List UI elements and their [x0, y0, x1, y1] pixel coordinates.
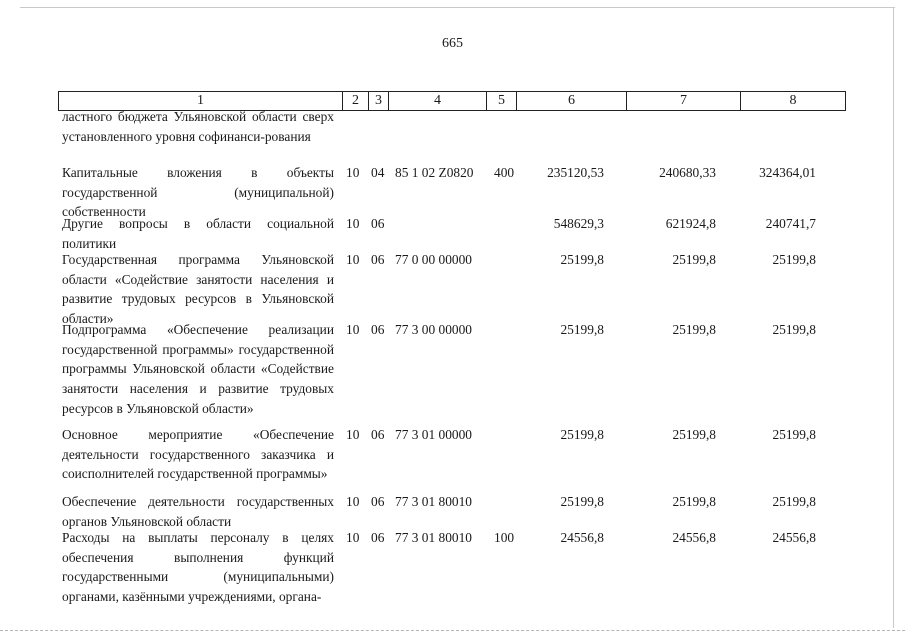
cell-amount-2: 25199,8: [672, 494, 716, 509]
cell-amount-2: 25199,8: [672, 252, 716, 267]
scan-bottom-edge: [0, 630, 905, 631]
page-number: 665: [442, 36, 463, 51]
cell-csr: 77 3 01 80010: [395, 494, 472, 509]
cell-amount-1: 25199,8: [560, 494, 604, 509]
table-row-name: Подпрограмма «Обеспечение реализации государственной программы» государственной программы Ульяновской области «Содействие занятости населения и развитие трудовых ресурсов в Ульяновской области»: [62, 322, 334, 416]
cell-amount-2: 25199,8: [672, 427, 716, 442]
cell-pr: 04: [371, 165, 385, 180]
cell-amount-2: 25199,8: [672, 322, 716, 337]
cell-amount-1: 25199,8: [560, 252, 604, 267]
cell-rz: 10: [346, 216, 360, 231]
table-row-name: Государственная программа Ульяновской области «Содействие занятости населения и развитие трудовых ресурсов в Ульяновской области»: [62, 252, 334, 327]
header-col-4: 4: [388, 92, 486, 110]
header-col-7: 7: [626, 92, 740, 110]
cell-csr: 77 3 01 00000: [395, 427, 472, 442]
cell-rz: 10: [346, 322, 360, 337]
cell-pr: 06: [371, 427, 385, 442]
table-row-name: Основное мероприятие «Обеспечение деятельности государственного заказчика и соисполнителей государственной программы»: [62, 427, 334, 482]
header-col-3: 3: [368, 92, 388, 110]
table-row-name: ластного бюджета Ульяновской области сверх установленного уровня софинанси-рования: [62, 109, 334, 144]
header-col-8: 8: [740, 92, 846, 110]
cell-amount-1: 235120,53: [547, 165, 604, 180]
cell-pr: 06: [371, 322, 385, 337]
cell-amount-2: 24556,8: [672, 530, 716, 545]
cell-amount-1: 25199,8: [560, 427, 604, 442]
cell-amount-1: 25199,8: [560, 322, 604, 337]
cell-amount-3: 25199,8: [772, 427, 816, 442]
cell-amount-1: 24556,8: [560, 530, 604, 545]
cell-csr: 77 3 00 00000: [395, 322, 472, 337]
header-col-6: 6: [516, 92, 626, 110]
header-col-1: 1: [58, 92, 342, 110]
cell-pr: 06: [371, 216, 385, 231]
cell-csr: 77 0 00 00000: [395, 252, 472, 267]
table-row-name: Капитальные вложения в объекты государственной (муниципальной) собственности: [62, 165, 334, 220]
cell-rz: 10: [346, 252, 360, 267]
cell-pr: 06: [371, 530, 385, 545]
cell-rz: 10: [346, 427, 360, 442]
cell-amount-3: 324364,01: [759, 165, 816, 180]
cell-csr: 77 3 01 80010: [395, 530, 472, 545]
cell-amount-2: 240680,33: [659, 165, 716, 180]
cell-amount-3: 24556,8: [772, 530, 816, 545]
cell-vr: 400: [494, 165, 515, 180]
header-col-5: 5: [486, 92, 516, 110]
cell-amount-3: 25199,8: [772, 252, 816, 267]
cell-pr: 06: [371, 494, 385, 509]
cell-rz: 10: [346, 530, 360, 545]
cell-vr: 100: [494, 530, 515, 545]
cell-amount-2: 621924,8: [665, 216, 716, 231]
cell-amount-3: 25199,8: [772, 322, 816, 337]
cell-amount-3: 240741,7: [765, 216, 816, 231]
table-row-name: Другие вопросы в области социальной политики: [62, 216, 334, 251]
cell-rz: 10: [346, 165, 360, 180]
cell-pr: 06: [371, 252, 385, 267]
cell-csr: 85 1 02 Z0820: [395, 165, 474, 180]
header-col-2: 2: [342, 92, 368, 110]
table-row-name: Расходы на выплаты персоналу в целях обеспечения выполнения функций государственными (муниципальными) органами, казёнными учреждениями, органа-: [62, 530, 334, 605]
table-row-name: Обеспечение деятельности государственных органов Ульяновской области: [62, 494, 334, 529]
cell-rz: 10: [346, 494, 360, 509]
cell-amount-3: 25199,8: [772, 494, 816, 509]
cell-amount-1: 548629,3: [553, 216, 604, 231]
